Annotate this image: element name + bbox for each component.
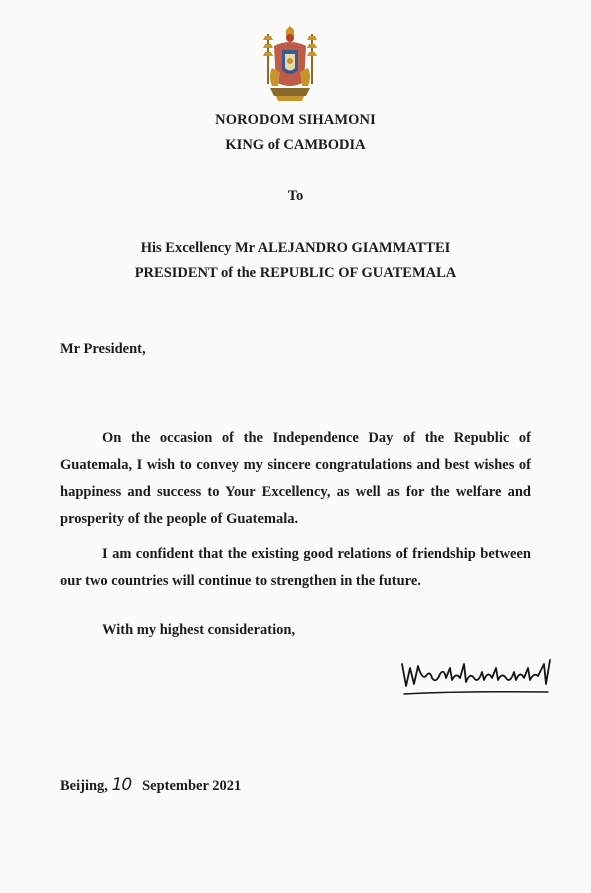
date-place: Beijing, xyxy=(60,778,108,794)
body-paragraph-1: On the occasion of the Independence Day of the Republic of Guatemala, I wish to convey my sincere congratulations and best wishes of happiness and success to Your Excellency, as well as for the welfare and prosperity of the people of Guatemala. xyxy=(60,430,531,527)
date-day: 10 xyxy=(111,775,132,795)
date-line xyxy=(60,775,241,795)
recipient-title: PRESIDENT of the REPUBLIC OF GUATEMALA xyxy=(134,265,457,281)
date-month-year: September 2021 xyxy=(142,778,242,794)
royal-arms-icon xyxy=(258,26,322,102)
recipient-name: His Excellency Mr ALEJANDRO GIAMMATTEI xyxy=(140,240,451,256)
handwritten-signature xyxy=(398,654,556,700)
to-label: To xyxy=(287,188,304,204)
sender-name: NORODOM SIHAMONI xyxy=(215,112,376,128)
body-paragraph-2: I am confident that the existing good relations of friendship between our two countries will continue to strengthen in the future. xyxy=(60,546,531,589)
closing-line: With my highest consideration, xyxy=(102,622,296,638)
sender-title: KING of CAMBODIA xyxy=(225,137,366,153)
salutation: Mr President, xyxy=(60,341,146,357)
